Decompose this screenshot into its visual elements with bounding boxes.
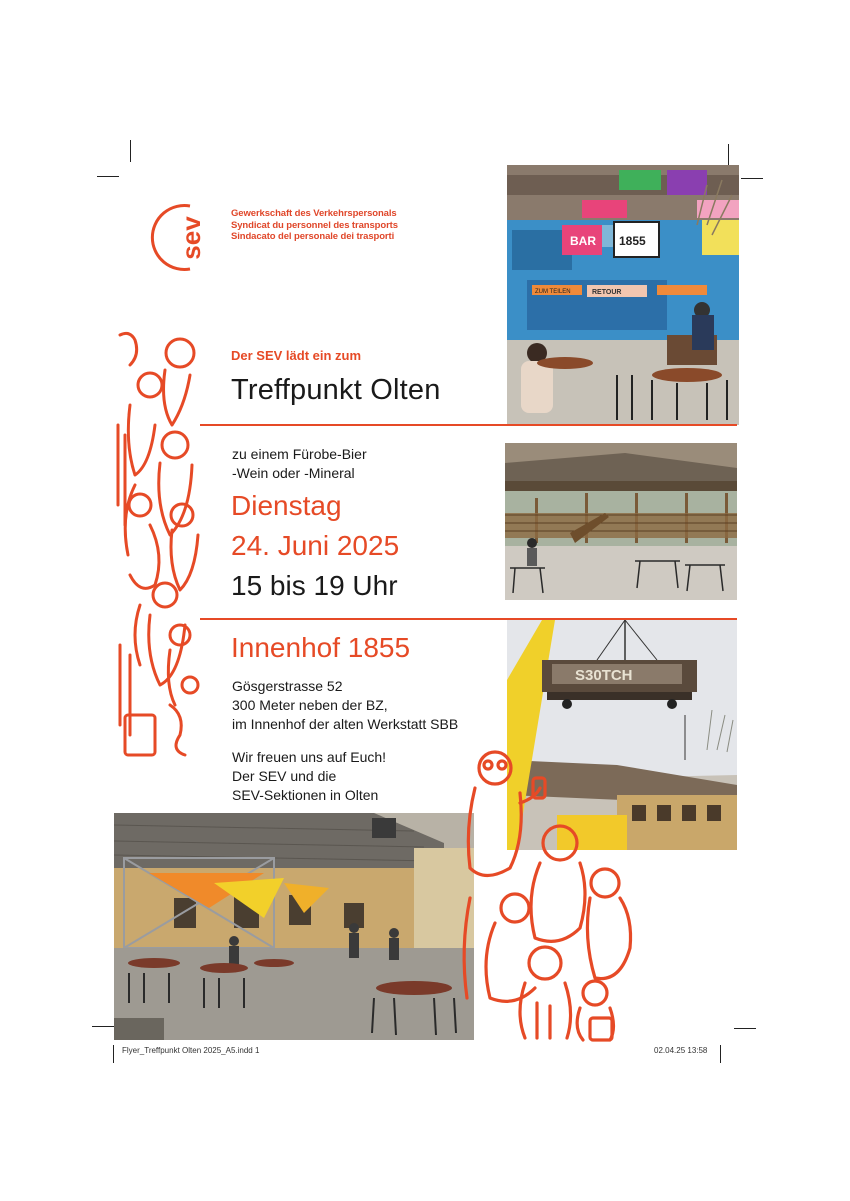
greeting [232,748,386,805]
event-venue: Innenhof 1855 [231,632,411,663]
crop-mark [741,178,763,179]
photo-sign-bar: BAR [570,234,596,248]
logo-tagline [231,208,398,243]
crop-mark [720,1045,721,1063]
photo-sign-zumteilen: ZUM TEILEN [535,289,571,295]
photo-graffiti-sign: S30TCH [575,667,633,684]
crop-mark [130,140,131,162]
address-line: im Innenhof der alten Werkstatt SBB [232,716,459,732]
event-title: Treffpunkt Olten [231,374,441,406]
divider-line [200,424,737,426]
greeting-line: Wir freuen uns auf Euch! [232,749,387,765]
event-day: Dienstag [231,490,342,521]
logo-mark: sev [176,216,206,260]
photo-sign-1855: 1855 [619,234,646,248]
photo-bar [507,165,739,425]
crop-mark [92,1026,114,1027]
event-time: 15 bis 19 Uhr [231,570,398,601]
photo-terrace [505,443,737,600]
print-slug-stamp: 02.04.25 13:58 [654,1046,708,1055]
event-date: 24. Juni 2025 [231,530,400,561]
logo-line: Syndicat du personnel des transports [231,219,398,231]
photo-sign-retour: RETOUR [592,289,622,296]
event-subtitle [232,445,367,483]
invite-line: Der SEV lädt ein zum [231,348,362,363]
greeting-line: Der SEV und die [232,768,337,784]
print-slug-file: Flyer_Treffpunkt Olten 2025_A5.indd 1 [122,1046,260,1055]
address-line: 300 Meter neben der BZ, [232,697,388,713]
logo-line: Gewerkschaft des Verkehrspersonals [231,208,397,219]
crop-mark [734,1028,756,1029]
address-line: Gösgerstrasse 52 [232,678,343,694]
subtitle-line: zu einem Fürobe-Bier [232,446,367,462]
logo-line: Sindacato del personale dei trasporti [231,231,395,242]
photo-courtyard [114,813,474,1040]
people-illustration-left [110,325,210,765]
greeting-line: SEV-Sektionen in Olten [232,787,379,803]
crop-mark [97,176,119,177]
subtitle-line: -Wein oder -Mineral [232,465,355,481]
sev-logo [150,200,220,275]
crop-mark [113,1045,114,1063]
venue-address [232,677,458,734]
crop-mark [728,144,729,166]
people-illustration-right [455,748,635,1043]
